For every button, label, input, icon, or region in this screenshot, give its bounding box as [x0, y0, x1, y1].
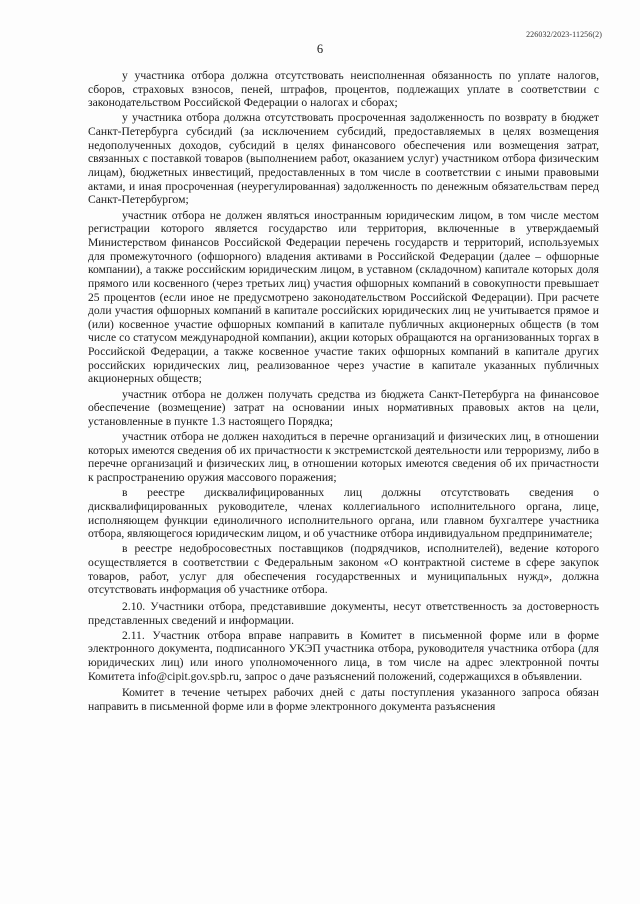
paragraph-disqualified-persons: в реестре дисквалифицированных лиц должны отсутствовать сведения о дисквалифицированных руководителе, членах коллегиального исполнительного органа, лице, исполняющем функции единоличного исполнительного органа, или главном бухгалтере участника отбора, являющегося юридическим лицом, и об участнике отбора индивидуальном предпринимателе;	[88, 486, 599, 541]
paragraph-offshore-companies: участник отбора не должен являться иностранным юридическим лицом, в том числе местом регистрации которого является государство или территория, включенные в утверждаемый Министерством финансов Российской Федерации перечень государств и территорий, используемых для промежуточного (офшорного) владения активами в Российской Федерации (далее – офшорные компании), а также российским юридическим лицом, в уставном (складочном) капитале которых доля прямого или косвенного (через третьих лиц) участия офшорных компаний в совокупности превышает 25 процентов (если иное не предусмотрено законодательством Российской Федерации). При расчете доли участия офшорных компаний в капитале российских юридических лиц не учитывается прямое и (или) косвенное участие офшорных компаний в капитале публичных акционерных обществ (в том числе со статусом международной компании), акции которых обращаются на организованных торгах в Российской Федерации, а также косвенное участие таких офшорных компаний в капитале других российских юридических лиц, реализованное через участие в капитале указанных публичных акционерных обществ;	[88, 208, 599, 386]
page-number: 6	[316, 42, 324, 56]
paragraph-unscrupulous-suppliers: в реестре недобросовестных поставщиков (подрядчиков, исполнителей), ведение которого осуществляется в соответствии с Федеральным законом «О контрактной системе в сфере закупок товаров, работ, услуг для обеспечения государственных и муниципальных нужд», должна отсутствовать информация об участнике отбора.	[88, 542, 599, 597]
document-registration-number: 226032/2023-11256(2)	[526, 30, 602, 39]
paragraph-other-budget-funds: участник отбора не должен получать средства из бюджета Санкт-Петербурга на финансовое обеспечение (возмещение) затрат на основании иных нормативных правовых актов на цели, установленные в пункте 1.3 настоящего Порядка;	[88, 387, 599, 428]
paragraph-extremism-list: участник отбора не должен находиться в перечне организаций и физических лиц, в отношении которых имеются сведения об их причастности к экстремистской деятельности или терроризму, либо в перечне организаций и физических лиц, в отношении которых имеются сведения об их причастности к распространению оружия массового поражения;	[88, 430, 599, 485]
paragraph-committee-response: Комитет в течение четырех рабочих дней с даты поступления указанного запроса обязан направить в письменной форме или в форме электронного документа разъяснения	[88, 686, 599, 714]
document-body	[88, 69, 599, 715]
paragraph-overdue-debt: у участника отбора должна отсутствовать просроченная задолженность по возврату в бюджет Санкт-Петербурга субсидий (за исключением субсидий, предоставляемых в целях возмещения недополученных доходов, субсидий в целях финансового обеспечения или возмещения затрат, связанных с поставкой товаров (выполнением работ, оказанием услуг) участником отбора физическим лицам), бюджетных инвестиций, предоставленных в том числе в соответствии с иными правовыми актами, и иная просроченная (неурегулированная) задолженность по денежным обязательствам перед Санкт-Петербургом;	[88, 111, 599, 207]
paragraph-2-10: 2.10. Участники отбора, представившие документы, несут ответственность за достоверность представленных сведений и информации.	[88, 599, 599, 627]
paragraph-tax-obligations: у участника отбора должна отсутствовать неисполненная обязанность по уплате налогов, сборов, страховых взносов, пеней, штрафов, процентов, подлежащих уплате в соответствии с законодательством Российской Федерации о налогах и сборах;	[88, 69, 599, 110]
paragraph-2-11: 2.11. Участник отбора вправе направить в Комитет в письменной форме или в форме электронного документа, подписанного УКЭП участника отбора, руководителя участника отбора (для юридических лиц) или иного уполномоченного лица, в том числе на адрес электронной почты Комитета info@cipit.gov.spb.ru, запрос о даче разъяснений положений, содержащихся в объявлении.	[88, 628, 599, 683]
